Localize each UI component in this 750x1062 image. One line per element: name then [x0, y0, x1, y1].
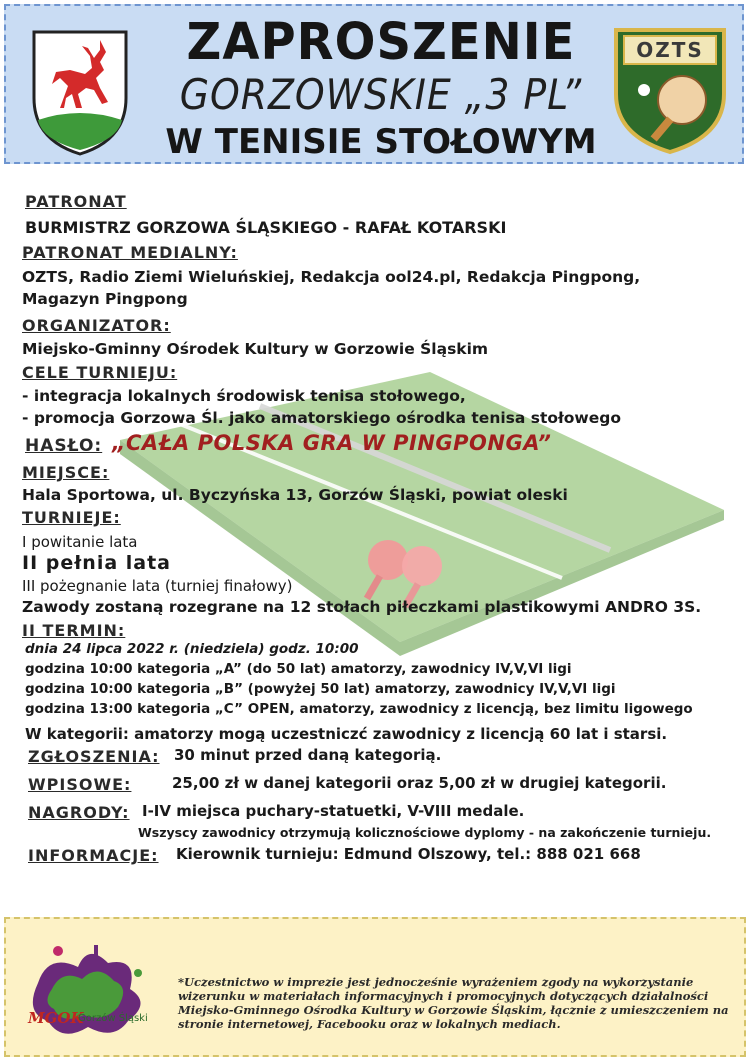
- header-banner: [4, 4, 744, 164]
- tournaments-label: TURNIEJE:: [22, 508, 121, 527]
- ozts-logo-text: OZTS: [636, 38, 704, 62]
- title-invitation: ZAPROSZENIE: [186, 12, 576, 72]
- title-discipline: W TENISIE STOŁOWYM: [165, 122, 597, 162]
- info-value: Kierownik turnieju: Edmund Olszowy, tel.: 888 021 668: [176, 845, 641, 863]
- venue-value: Hala Sportowa, ul. Byczyńska 13, Gorzów Śląski, powiat oleski: [22, 486, 568, 504]
- prizes-label: NAGRODY:: [28, 803, 130, 822]
- title-event-name: GORZOWSKIE „3 PL”: [179, 70, 583, 119]
- media-patronage-line-2: Magazyn Pingpong: [22, 290, 188, 308]
- patronat-value: BURMISTRZ GORZOWA ŚLĄSKIEGO - RAFAŁ KOTARSKI: [25, 218, 507, 237]
- registration-value: 30 minut przed daną kategorią.: [174, 746, 442, 764]
- goals-line-1: - integracja lokalnych środowisk tenisa stołowego,: [22, 387, 466, 405]
- tournament-3: III pożegnanie lata (turniej finałowy): [22, 577, 293, 595]
- prizes-value: I-IV miejsca puchary-statuetki, V-VIII medale.: [142, 802, 525, 820]
- tournament-2: II pełnia lata: [22, 552, 172, 574]
- registration-label: ZGŁOSZENIA:: [28, 747, 160, 766]
- mgok-logo-town: Gorzów Śląski: [78, 1013, 148, 1024]
- mgok-logo: [18, 933, 158, 1045]
- fee-value: 25,00 zł w danej kategorii oraz 5,00 zł w drugiej kategorii.: [172, 774, 667, 792]
- patronat-label: PATRONAT: [25, 192, 127, 211]
- consent-note: *Uczestnictwo w imprezie jest jednocześnie wyrażeniem zgody na wykorzystanie wizerunku w materiałach informacyjnych i promocyjnych dotyczących działalności Miejsko-Gminnego Ośrodka Kultury w Gorzowie Śląskim, łącznie z umieszczeniem na stronie internetowej, Facebooku oraz w lokalnych mediach.: [178, 975, 729, 1031]
- fee-label: WPISOWE:: [28, 775, 132, 794]
- diplomas-note: Wszyscy zawodnicy otrzymują kolicznościowe dyplomy - na zakończenie turnieju.: [138, 825, 712, 840]
- mgok-logo-text: MGOK: [28, 1009, 84, 1027]
- paint-splash-icon: [18, 933, 158, 1045]
- term-label: II TERMIN:: [22, 621, 126, 640]
- info-label: INFORMACJE:: [28, 846, 159, 865]
- slogan-label: HASŁO:: [25, 436, 103, 456]
- slogan-value: „CAŁA POLSKA GRA W PINGPONGA”: [112, 431, 552, 455]
- organizer-label: ORGANIZATOR:: [22, 316, 171, 335]
- media-patronage-label: PATRONAT MEDIALNY:: [22, 243, 238, 262]
- organizer-value: Miejsko-Gminny Ośrodek Kultury w Gorzowie Śląskim: [22, 340, 489, 358]
- category-a: godzina 10:00 kategoria „A” (do 50 lat) amatorzy, zawodnicy IV,V,VI ligi: [25, 661, 572, 677]
- goals-label: CELE TURNIEJU:: [22, 363, 178, 382]
- deer-crest-icon: [30, 28, 130, 158]
- venue-label: MIEJSCE:: [22, 463, 110, 482]
- category-c: godzina 13:00 kategoria „C” OPEN, amatorzy, zawodnicy z licencją, bez limitu ligowego: [25, 701, 693, 717]
- term-date: dnia 24 lipca 2022 r. (niedziela) godz. 10:00: [25, 641, 359, 657]
- media-patronage-line-1: OZTS, Radio Ziemi Wieluńskiej, Redakcja ool24.pl, Redakcja Pingpong,: [22, 268, 641, 286]
- tournament-1: I powitanie lata: [22, 533, 138, 551]
- ozts-logo: [610, 24, 730, 156]
- footer-banner: [4, 917, 746, 1057]
- tables-note: Zawody zostaną rozegrane na 12 stołach piłeczkami plastikowymi ANDRO 3S.: [22, 598, 702, 616]
- goals-line-2: - promocja Gorzowa Śl. jako amatorskiego ośrodka tenisa stołowego: [22, 409, 622, 427]
- category-b: godzina 10:00 kategoria „B” (powyżej 50 lat) amatorzy, zawodnicy IV,V,VI ligi: [25, 681, 616, 697]
- category-note: W kategorii: amatorzy mogą uczestniczć zawodnicy z licencją 60 lat i starsi.: [25, 725, 668, 743]
